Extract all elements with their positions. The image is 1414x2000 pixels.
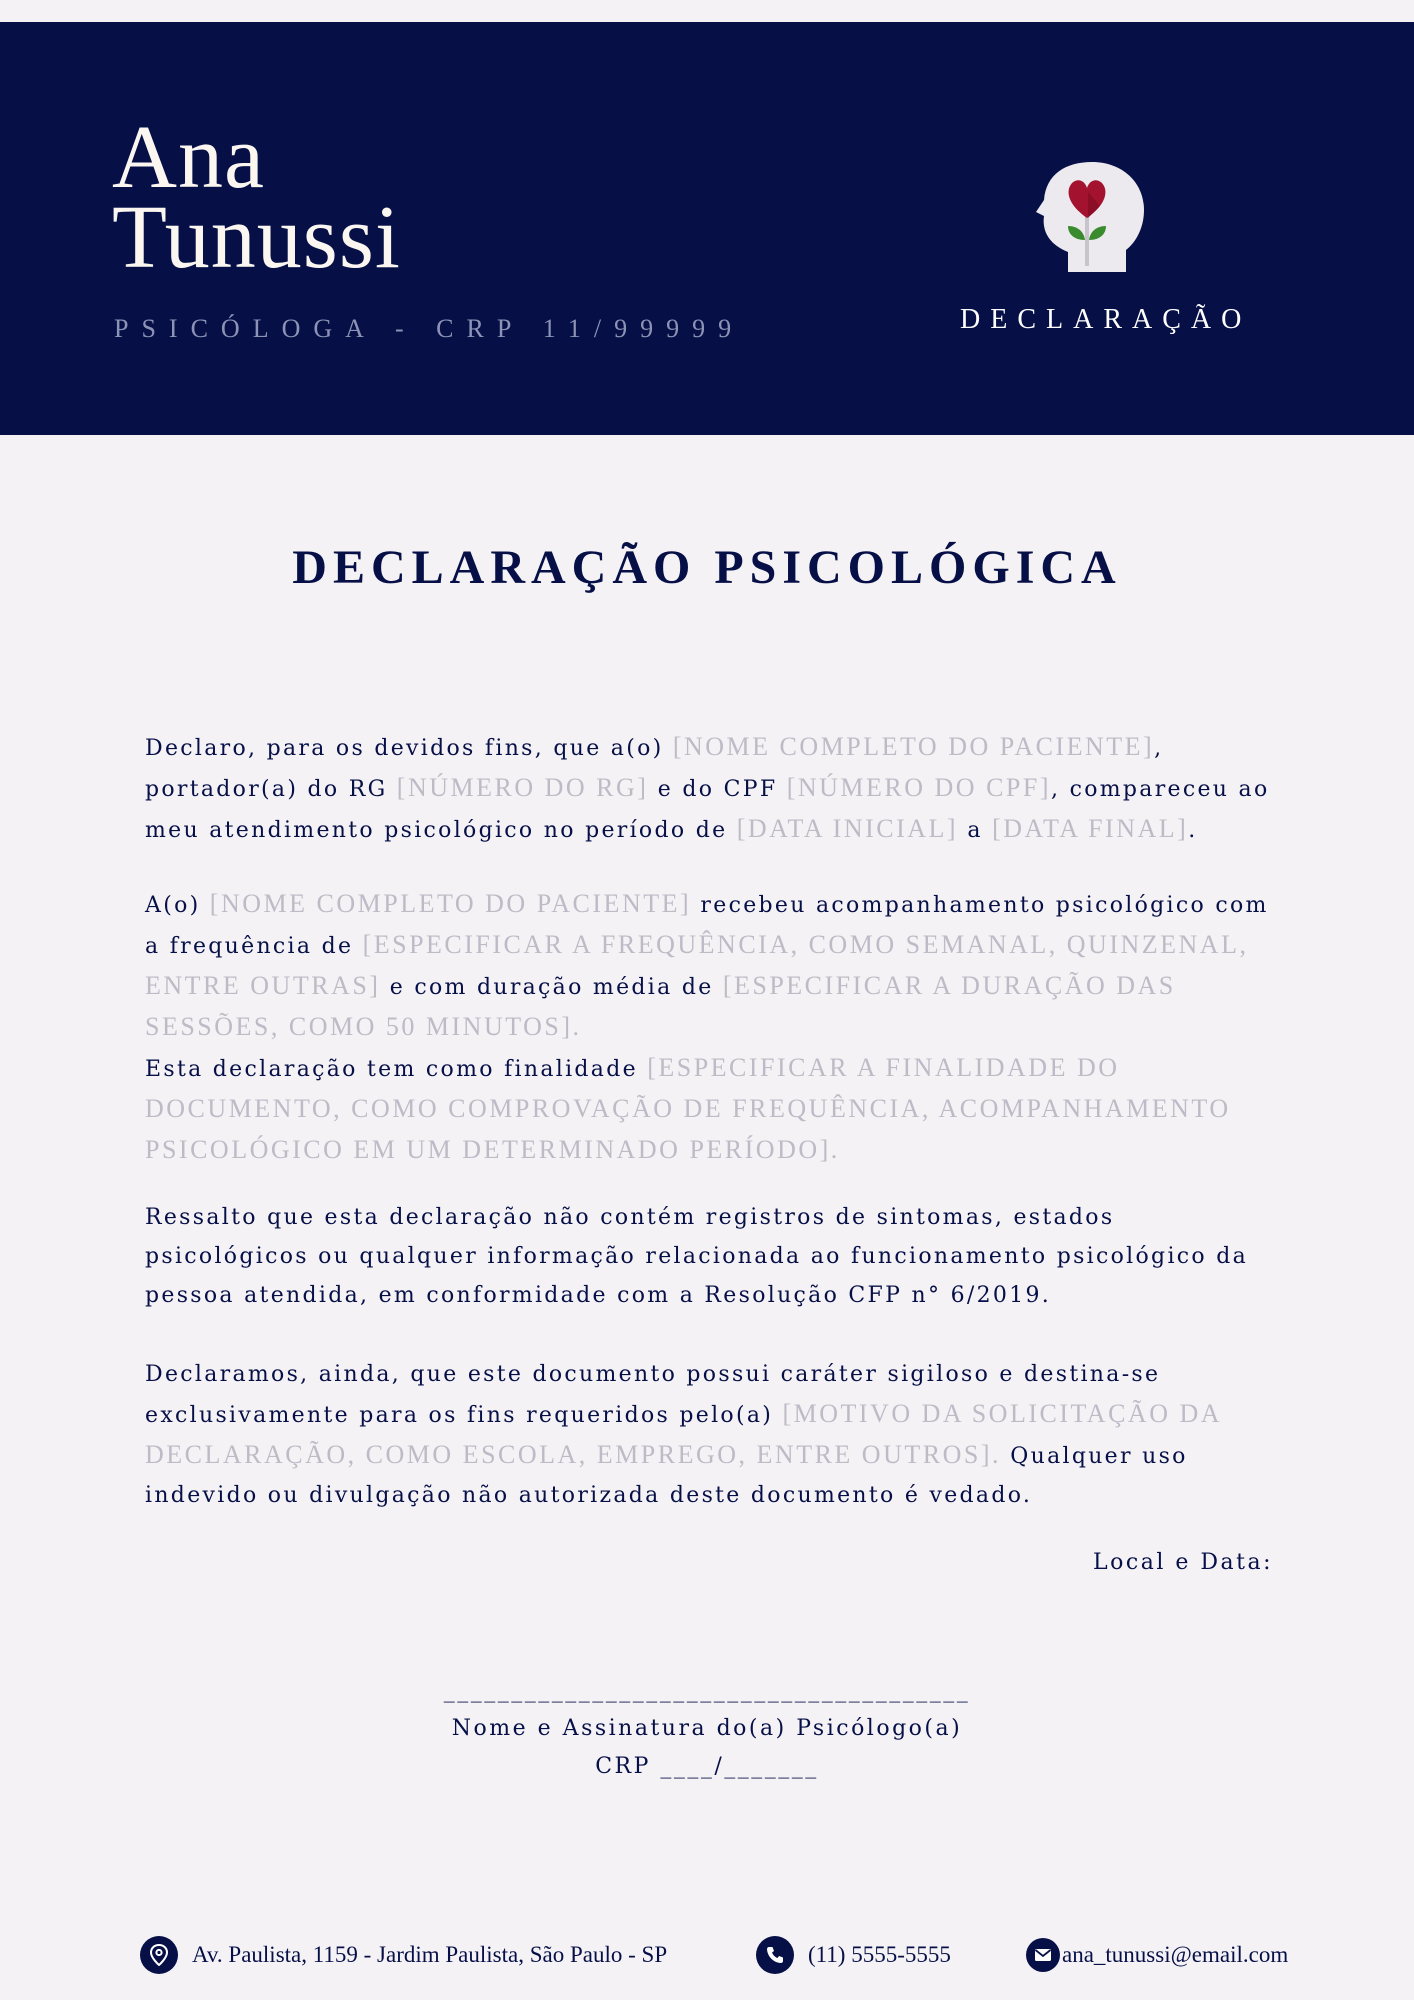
placeholder-patient-name: [NOME COMPLETO DO PACIENTE] [672, 732, 1155, 761]
placeholder-cpf: [NÚMERO DO CPF] [786, 773, 1051, 802]
paragraph-1 [145, 727, 1270, 850]
paragraph-text: e do CPF [648, 777, 787, 802]
footer-phone [756, 1935, 951, 1975]
phone-icon [756, 1936, 794, 1974]
address-text: Av. Paulista, 1159 - Jardim Paulista, São Paulo - SP [192, 1942, 668, 1967]
page-title: DECLARAÇÃO PSICOLÓGICA [292, 541, 1122, 594]
placeholder-purpose: [ESPECIFICAR A FINALIDADE DO DOCUMENTO, COMO COMPROVAÇÃO DE FREQUÊNCIA, ACOMPANHAMENTO PSICOLÓGICO EM UM DETERMINADO PERÍODO]. [145, 1053, 1231, 1164]
paragraph-text: A(o) [145, 893, 210, 918]
email-text: ana_tunussi@email.com [1062, 1942, 1289, 1967]
header-banner [0, 22, 1414, 435]
footer-address [140, 1935, 667, 1975]
author-first-name: Ana [112, 108, 265, 207]
placeholder-end-date: [DATA FINAL] [992, 814, 1189, 843]
paragraph-text: . [1188, 818, 1198, 843]
email-icon [1026, 1938, 1060, 1972]
paragraph-text: Esta declaração tem como finalidade [145, 1057, 648, 1082]
footer-email [1026, 1935, 1288, 1975]
paragraph-2 [145, 884, 1270, 1171]
paragraph-text: a [958, 818, 993, 843]
paragraph-text: e com duração média de [380, 975, 723, 1000]
placeholder-session-duration: [ESPECIFICAR A DURAÇÃO DAS SESSÕES, COMO 50 MINUTOS]. [145, 971, 1176, 1041]
paragraph-text: Declaramos, ainda, que este documento possui caráter sigiloso e destina-se exclusivamente para os fins requeridos pelo(a) [145, 1362, 1161, 1428]
placeholder-request-reason: [MOTIVO DA SOLICITAÇÃO DA DECLARAÇÃO, COMO ESCOLA, EMPREGO, ENTRE OUTROS]. [145, 1399, 1221, 1469]
signature-label: Nome e Assinatura do(a) Psicólogo(a) [451, 1716, 963, 1741]
paragraph-text: , compareceu ao meu atendimento psicológico no período de [145, 777, 1270, 843]
location-pin-icon [140, 1936, 178, 1974]
placeholder-frequency: [ESPECIFICAR A FREQUÊNCIA, COMO SEMANAL, QUINZENAL, ENTRE OUTRAS] [145, 930, 1249, 1000]
signature-line: _______________________________________ [443, 1678, 971, 1703]
signature-block [0, 1672, 1414, 1786]
author-last-name: Tunussi [112, 188, 401, 287]
placeholder-rg: [NÚMERO DO RG] [396, 773, 649, 802]
paragraph-text: Declaro, para os devidos fins, que a(o) [145, 736, 673, 761]
paragraph-4 [145, 1355, 1270, 1515]
placeholder-patient-name: [NOME COMPLETO DO PACIENTE] [209, 889, 692, 918]
author-name [112, 108, 401, 287]
paragraph-text: Qualquer uso indevido ou divulgação não autorizada deste documento é vedado. [145, 1444, 1188, 1508]
paragraph-3: Ressalto que esta declaração não contém registros de sintomas, estados psicológicos ou qualquer informação relacionada ao funcionamento psicológico da pessoa atendida, em conformidade com a Resolução CFP n° 6/2019. [145, 1205, 1249, 1308]
paragraph-text: , portador(a) do RG [145, 736, 1164, 802]
crp-field: CRP ____/_______ [595, 1754, 819, 1779]
paragraph-text: recebeu acompanhamento psicológico com a frequência de [145, 893, 1269, 959]
local-and-date-label: Local e Data: [1093, 1550, 1273, 1575]
head-heart-flower-icon [1030, 160, 1146, 276]
author-credentials: PSICÓLOGA - CRP 11/99999 [114, 314, 745, 343]
phone-text: (11) 5555-5555 [808, 1942, 951, 1967]
placeholder-start-date: [DATA INICIAL] [736, 814, 959, 843]
document-type-label: DECLARAÇÃO [960, 304, 1252, 335]
